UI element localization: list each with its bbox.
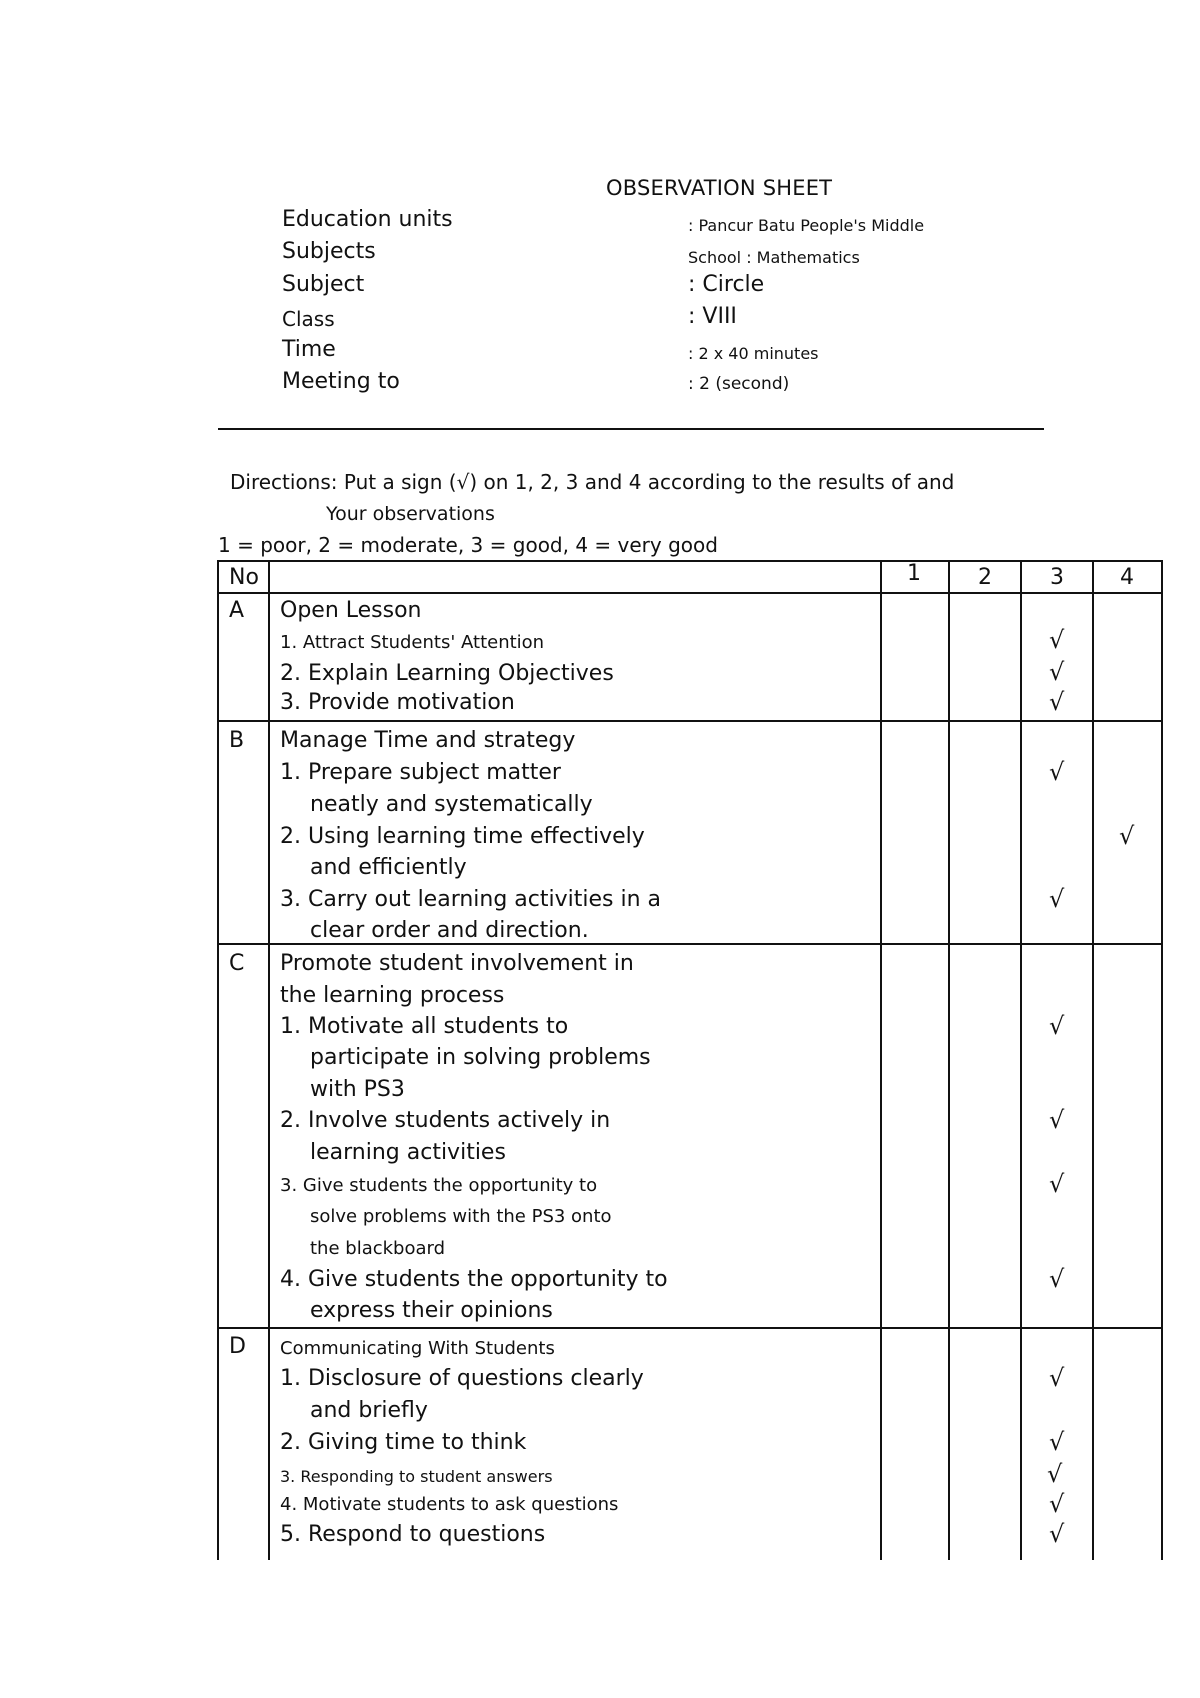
criteria-line: 1. Prepare subject matter bbox=[280, 760, 561, 785]
criteria-line: 5. Respond to questions bbox=[280, 1522, 546, 1547]
check-mark: √ bbox=[1049, 1364, 1065, 1392]
criteria-line: participate in solving problems bbox=[310, 1045, 651, 1070]
column-divider bbox=[948, 560, 950, 1560]
criteria-line: 3. Responding to student answers bbox=[280, 1467, 553, 1486]
info-value-subject: : Circle bbox=[688, 272, 765, 297]
criteria-line: 1. Motivate all students to bbox=[280, 1014, 569, 1039]
info-label-class: Class bbox=[282, 307, 335, 331]
info-value-education-units: : Pancur Batu People's Middle bbox=[688, 216, 925, 235]
header-col-1: 1 bbox=[907, 561, 921, 586]
section-heading: Open Lesson bbox=[280, 598, 422, 623]
criteria-line: 4. Give students the opportunity to bbox=[280, 1267, 668, 1292]
check-mark: √ bbox=[1049, 1012, 1065, 1040]
section-letter: D bbox=[229, 1334, 246, 1359]
criteria-line: 2. Involve students actively in bbox=[280, 1108, 611, 1133]
section-heading: Promote student involvement in bbox=[280, 951, 634, 976]
info-label-subject: Subject bbox=[282, 272, 365, 297]
check-mark: √ bbox=[1049, 1520, 1065, 1548]
criteria-line: 4. Motivate students to ask questions bbox=[280, 1494, 619, 1515]
directions-continued: Your observations bbox=[326, 503, 495, 525]
criteria-line: clear order and direction. bbox=[310, 918, 589, 943]
criteria-line: 1. Attract Students' Attention bbox=[280, 632, 545, 653]
check-mark: √ bbox=[1049, 1170, 1065, 1198]
criteria-line: 2. Using learning time effectively bbox=[280, 824, 645, 849]
section-heading: the learning process bbox=[280, 983, 505, 1008]
info-label-subjects: Subjects bbox=[282, 239, 376, 264]
check-mark: √ bbox=[1049, 1490, 1065, 1518]
section-heading: Communicating With Students bbox=[280, 1338, 555, 1359]
divider-line bbox=[218, 428, 1044, 430]
criteria-line: and briefly bbox=[310, 1398, 428, 1423]
check-mark: √ bbox=[1049, 626, 1065, 654]
info-label-meeting-to: Meeting to bbox=[282, 369, 400, 394]
section-heading: Manage Time and strategy bbox=[280, 728, 576, 753]
column-divider bbox=[1092, 560, 1094, 1560]
criteria-line: 1. Disclosure of questions clearly bbox=[280, 1366, 644, 1391]
header-col-3: 3 bbox=[1050, 565, 1064, 590]
directions-text: Directions: Put a sign (√) on 1, 2, 3 and 4 according to the results of and bbox=[230, 470, 955, 494]
check-mark: √ bbox=[1049, 1428, 1065, 1456]
info-label-time: Time bbox=[282, 337, 336, 362]
table-left-border bbox=[217, 560, 219, 1560]
criteria-line: solve problems with the PS3 onto bbox=[310, 1206, 612, 1227]
criteria-line: learning activities bbox=[310, 1140, 506, 1165]
header-col-2: 2 bbox=[978, 565, 992, 590]
info-value-class: : VIII bbox=[688, 304, 737, 329]
criteria-line: 3. Carry out learning activities in a bbox=[280, 887, 662, 912]
column-divider bbox=[1020, 560, 1022, 1560]
check-mark: √ bbox=[1049, 758, 1065, 786]
rating-scale: 1 = poor, 2 = moderate, 3 = good, 4 = very good bbox=[218, 533, 718, 557]
criteria-line: express their opinions bbox=[310, 1298, 553, 1323]
table-right-border bbox=[1161, 560, 1163, 1560]
criteria-line: and efficiently bbox=[310, 855, 467, 880]
check-mark: √ bbox=[1049, 688, 1065, 716]
criteria-line: 3. Give students the opportunity to bbox=[280, 1175, 598, 1196]
criteria-line: neatly and systematically bbox=[310, 792, 593, 817]
check-mark: √ bbox=[1049, 658, 1065, 686]
section-letter: B bbox=[229, 728, 245, 753]
column-divider bbox=[880, 560, 882, 1560]
header-no: No bbox=[229, 565, 259, 590]
page-title: OBSERVATION SHEET bbox=[606, 176, 833, 200]
column-divider bbox=[268, 560, 270, 1560]
check-mark: √ bbox=[1049, 1106, 1065, 1134]
criteria-line: 3. Provide motivation bbox=[280, 690, 515, 715]
criteria-line: the blackboard bbox=[310, 1238, 446, 1259]
info-value-meeting-to: : 2 (second) bbox=[688, 374, 790, 394]
header-col-4: 4 bbox=[1120, 565, 1134, 590]
check-mark: √ bbox=[1047, 1460, 1063, 1488]
criteria-line: with PS3 bbox=[310, 1077, 405, 1102]
check-mark: √ bbox=[1049, 885, 1065, 913]
info-value-subjects: School : Mathematics bbox=[688, 248, 860, 267]
criteria-line: 2. Giving time to think bbox=[280, 1430, 527, 1455]
info-label-education-units: Education units bbox=[282, 207, 453, 232]
criteria-line: 2. Explain Learning Objectives bbox=[280, 661, 614, 686]
section-letter: C bbox=[229, 951, 245, 976]
info-value-time: : 2 x 40 minutes bbox=[688, 344, 819, 363]
check-mark: √ bbox=[1049, 1265, 1065, 1293]
check-mark: √ bbox=[1119, 822, 1135, 850]
section-letter: A bbox=[229, 598, 245, 623]
